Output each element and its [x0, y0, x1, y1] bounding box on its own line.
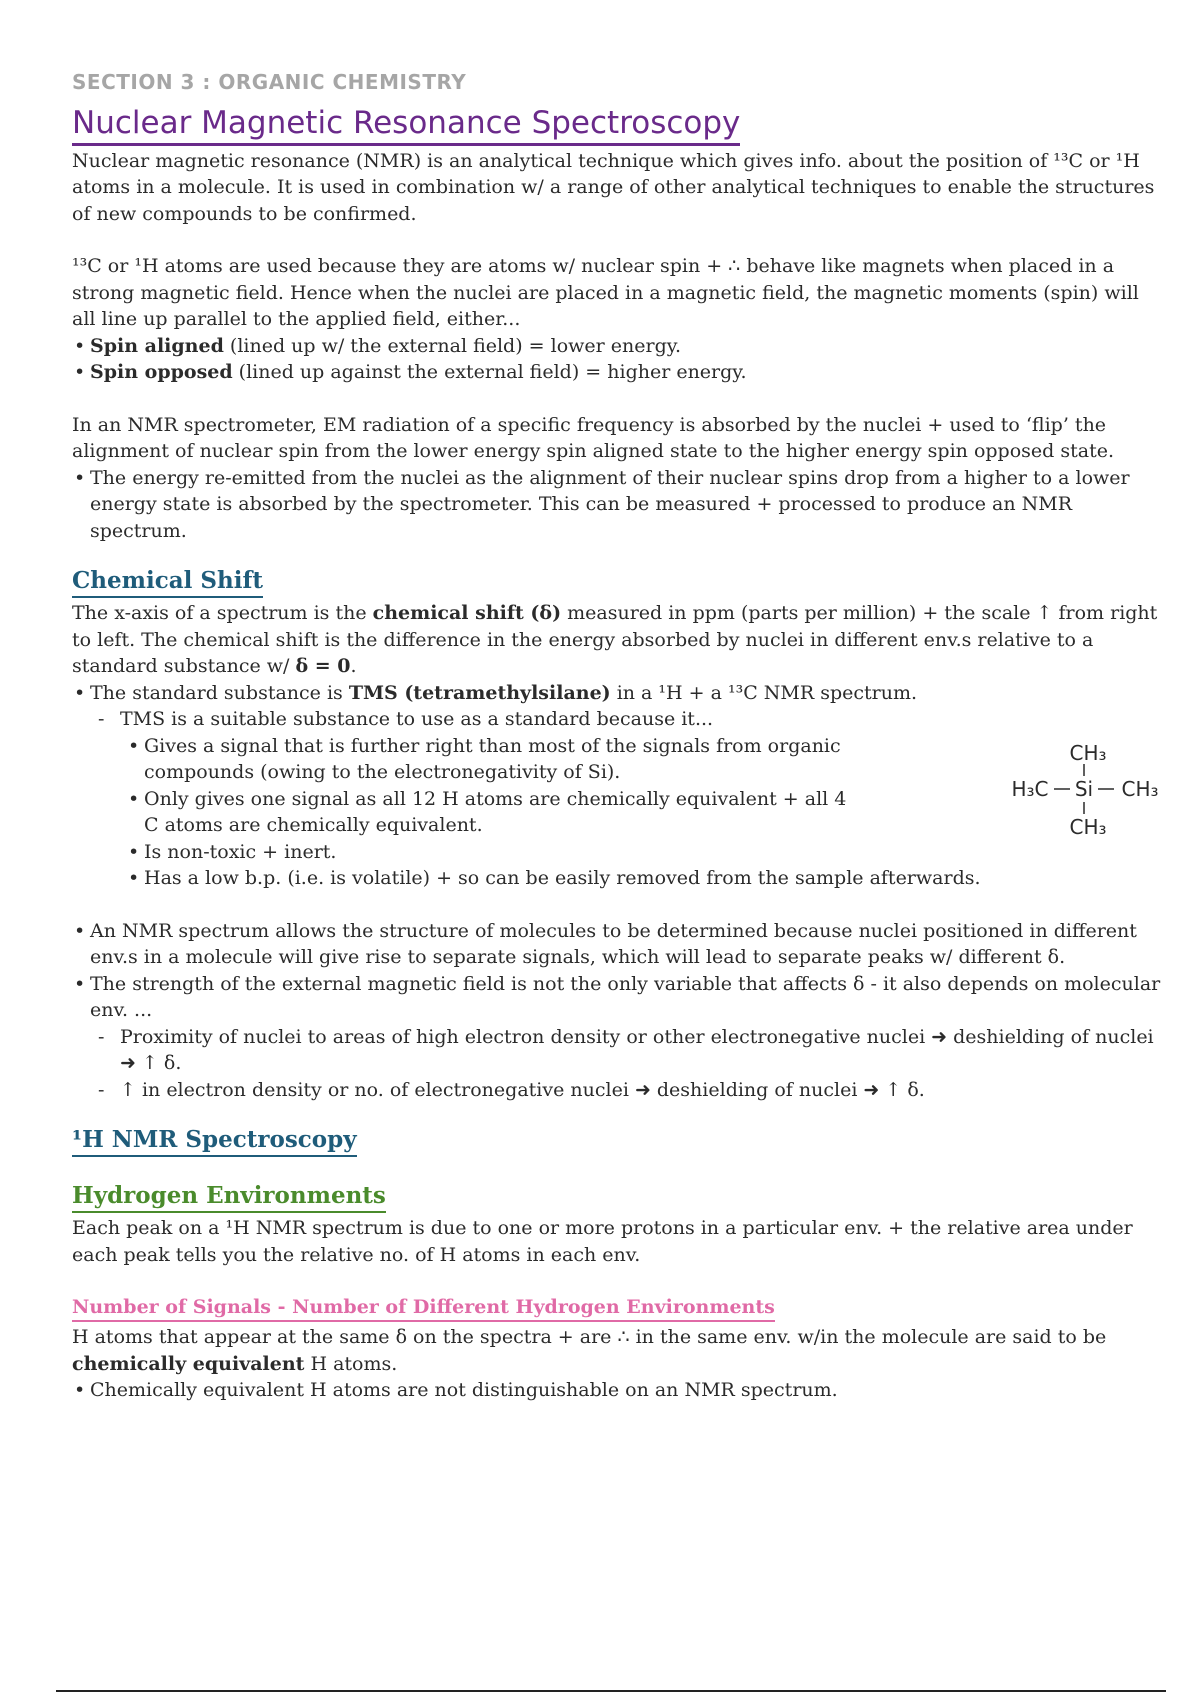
- cs-term: chemical shift (δ): [372, 602, 562, 625]
- tms-text-b: in a ¹H + a ¹³C NMR spectrum.: [610, 681, 918, 704]
- h-nmr-heading: ¹H NMR Spectroscopy: [72, 1125, 357, 1157]
- tms-suitable-item: - TMS is a suitable substance to use as a standard because it...: [72, 706, 1162, 733]
- tms-left-methyl: H₃C: [1011, 776, 1049, 801]
- page-title: Nuclear Magnetic Resonance Spectroscopy: [72, 106, 740, 146]
- chemically-equivalent-paragraph: [72, 1324, 1162, 1377]
- tms-bottom-methyl: CH₃: [1069, 814, 1107, 839]
- ce-text-a: H atoms that appear at the same δ on the spectra + are ∴ in the same env. w/in the molecule are said to be: [72, 1326, 1107, 1349]
- proximity-item: - Proximity of nuclei to areas of high electron density or other electronegative nuclei ➜ deshielding of nuclei ➜ ↑ δ.: [72, 1024, 1162, 1077]
- tms-silicon: Si: [1074, 776, 1094, 801]
- tms-structure-diagram: [1000, 730, 1170, 850]
- section-label: SECTION 3 : ORGANIC CHEMISTRY: [72, 70, 467, 94]
- spin-aligned-term: Spin aligned: [90, 334, 224, 357]
- bottom-rule: [56, 1690, 1166, 1692]
- tms-right-methyl: CH₃: [1121, 776, 1159, 801]
- intro-paragraph-2: ¹³C or ¹H atoms are used because they are atoms w/ nuclear spin + ∴ behave like magnets when placed in a strong magnetic field. Hence when the nuclei are placed in a magnetic field, the magnetic moments (spin) will all line up parallel to the applied field, either...: [72, 255, 1139, 331]
- electron-density-item: - ↑ in electron density or no. of electronegative nuclei ➜ deshielding of nuclei ➜ ↑ δ.: [72, 1077, 1162, 1104]
- tms-reason-4: • Has a low b.p. (i.e. is volatile) + so can be easily removed from the sample afterwards.: [72, 865, 1162, 892]
- spin-opposed-term: Spin opposed: [90, 361, 233, 384]
- number-of-signals-heading: Number of Signals - Number of Different Hydrogen Environments: [72, 1294, 775, 1322]
- ce-text-b: H atoms.: [304, 1352, 398, 1375]
- tms-reason-2: • Only gives one signal as all 12 H atoms are chemically equivalent + all 4 C atoms are chemically equivalent.: [72, 786, 864, 839]
- spin-aligned-item: [72, 333, 1162, 360]
- structure-determination-item: • An NMR spectrum allows the structure of molecules to be determined because nuclei positioned in different env.s in a molecule will give rise to separate signals, which will lead to separate peaks w/ different δ.: [72, 918, 1162, 971]
- tms-top-methyl: CH₃: [1069, 740, 1107, 765]
- cs-text-b: measured in ppm (parts per million) + the scale ↑ from right to left. The chemical shift is the difference in the energy absorbed by nuclei in different env.s relative to a standard substance w/: [72, 602, 1158, 678]
- tms-reason-1: • Gives a signal that is further right than most of the signals from organic compounds (owing to the electronegativity of Si).: [72, 733, 924, 786]
- tms-list: [72, 680, 1162, 892]
- spin-aligned-text: (lined up w/ the external field) = lower energy.: [223, 334, 681, 357]
- intro-paragraph-1: Nuclear magnetic resonance (NMR) is an analytical technique which gives info. about the position of ¹³C or ¹H atoms in a molecule. It is used in combination w/ a range of other analytical techniques to enable the structures of new compounds to be confirmed.: [72, 149, 1155, 225]
- spin-opposed-text: (lined up against the external field) = higher energy.: [232, 361, 747, 384]
- environment-list: [72, 918, 1162, 1104]
- reemission-list: [72, 465, 1162, 545]
- spin-list: [72, 333, 1162, 386]
- chemical-shift-paragraph: [72, 600, 1162, 680]
- signals-list: [72, 1377, 1162, 1404]
- spin-opposed-item: [72, 359, 1162, 386]
- tms-term: TMS (tetramethylsilane): [348, 681, 611, 704]
- ce-term: chemically equivalent: [72, 1352, 305, 1375]
- tms-block: [72, 680, 1162, 892]
- intro-paragraph-3: In an NMR spectrometer, EM radiation of a specific frequency is absorbed by the nuclei + used to ‘flip’ the alignment of nuclear spin from the lower energy spin aligned state to the higher energy spin opposed state.: [72, 413, 1114, 463]
- cs-text-c: .: [350, 655, 357, 678]
- chemical-shift-heading: Chemical Shift: [72, 566, 263, 598]
- reemission-item: • The energy re-emitted from the nuclei as the alignment of their nuclear spins drop from a higher to a lower energy state is absorbed by the spectrometer. This can be measured + processed to produce an NMR spectrum.: [72, 465, 1162, 545]
- tms-reason-3: • Is non-toxic + inert.: [72, 839, 1162, 866]
- indistinguishable-item: • Chemically equivalent H atoms are not distinguishable on an NMR spectrum.: [72, 1377, 1162, 1404]
- document-page: [72, 70, 1162, 1404]
- field-strength-item: • The strength of the external magnetic field is not the only variable that affects δ - it also depends on molecular env. ...: [72, 971, 1162, 1024]
- tms-standard-item: [72, 680, 1162, 707]
- tms-text-a: The standard substance is: [90, 681, 349, 704]
- cs-delta-zero: δ = 0: [295, 655, 351, 678]
- cs-text-a: The x-axis of a spectrum is the: [72, 602, 373, 625]
- hydrogen-environments-paragraph: Each peak on a ¹H NMR spectrum is due to one or more protons in a particular env. + the relative area under each peak tells you the relative no. of H atoms in each env.: [72, 1217, 1133, 1266]
- hydrogen-environments-heading: Hydrogen Environments: [72, 1181, 386, 1213]
